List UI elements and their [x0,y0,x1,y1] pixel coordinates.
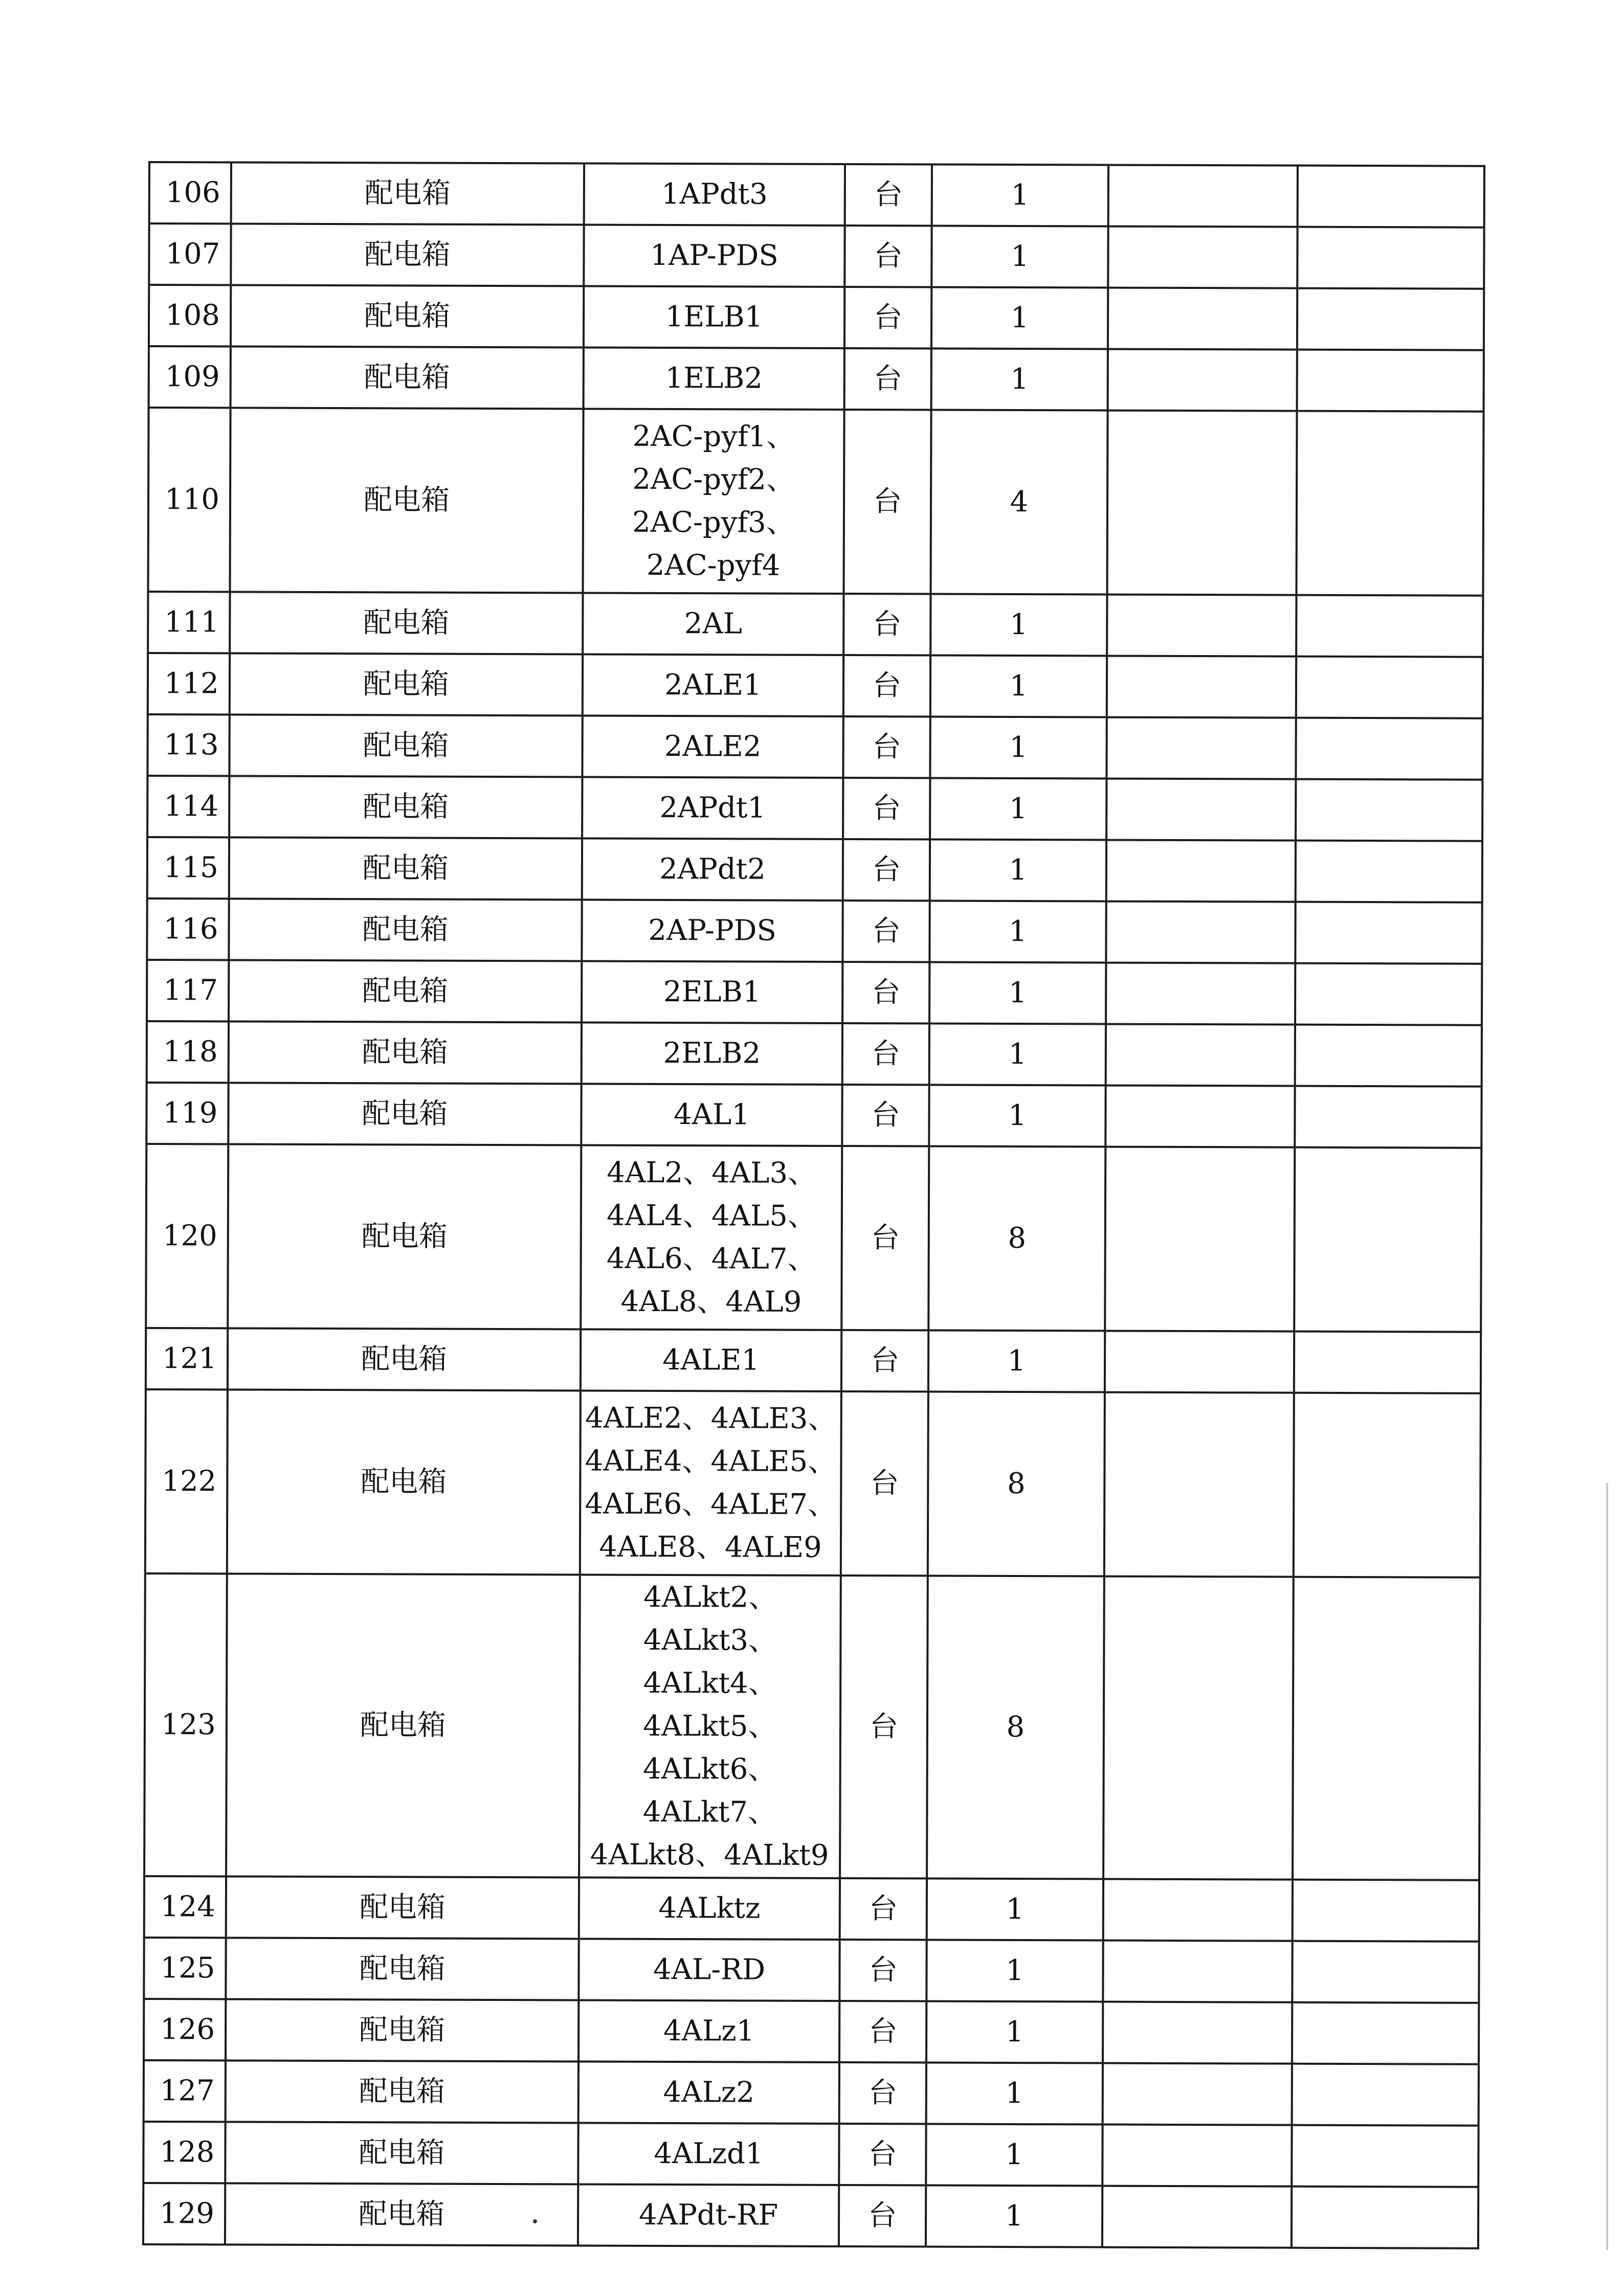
empty-cell-a [1102,2125,1292,2187]
model-line: 4ALkt6、4ALkt7、 [642,1752,777,1829]
empty-cell-a [1103,2063,1292,2125]
model-line: 4ALkt8、4ALkt9 [590,1838,829,1872]
empty-cell-b [1297,227,1484,289]
model-line: 4AL6、4AL7、 [606,1242,816,1276]
model-line: 4ALE8、4ALE9 [599,1530,822,1564]
table-row [146,1144,1481,1332]
row-number: 124 [144,1876,226,1938]
empty-cell-a [1106,963,1295,1025]
row-number: 128 [143,2122,225,2183]
item-unit: 台 [843,778,930,840]
item-name: 配电箱 [226,1999,579,2061]
empty-cell-a [1104,1392,1294,1577]
empty-cell-b [1294,1332,1481,1393]
empty-cell-b [1294,1147,1481,1332]
empty-cell-a [1105,1086,1295,1147]
item-quantity: 1 [927,1879,1103,1941]
row-number: 117 [147,960,229,1021]
table-row [144,2060,1479,2126]
item-name: 配电箱 [226,2060,579,2123]
item-quantity: 1 [929,1085,1105,1147]
model-line: 4ALE6、4ALE7、 [585,1487,837,1522]
empty-cell-a [1108,288,1297,350]
model-line: 2APdt1 [659,791,766,825]
item-unit: 台 [844,226,931,287]
item-unit: 台 [840,1575,928,1879]
table-row [145,1389,1481,1578]
empty-cell-a [1105,1147,1295,1332]
empty-cell-a [1106,779,1296,841]
row-number: 118 [147,1021,229,1083]
model-line: 4ALkt2、4ALkt3、 [643,1580,777,1657]
equipment-table [142,161,1485,2249]
table-row [147,960,1482,1025]
model-line: 2AC-pyf3、 [632,505,795,539]
item-unit: 台 [839,2185,926,2247]
empty-cell-a [1102,2186,1292,2248]
item-name: 配电箱 [231,223,584,286]
item-quantity: 1 [926,2186,1102,2247]
model-line: 2APdt2 [659,852,766,886]
model-line: 2AC-pyf4 [646,548,781,582]
model-line: 4AL1 [673,1098,750,1132]
row-number: 125 [144,1938,226,1999]
item-unit: 台 [845,164,932,226]
empty-cell-b [1292,2187,1478,2248]
table-row [143,2183,1478,2248]
item-quantity: 8 [927,1576,1104,1879]
item-model [582,839,843,901]
item-model [583,593,843,656]
item-name: 配电箱 [225,2183,578,2245]
table-row [143,2122,1478,2187]
table-row [149,162,1484,228]
model-line: 4ALE4、4ALE5、 [585,1444,837,1479]
item-quantity: 8 [928,1146,1105,1331]
row-number: 109 [149,346,231,408]
empty-cell-a [1105,1331,1294,1393]
item-name: 配电箱 [231,285,584,347]
empty-cell-b [1296,779,1482,841]
item-model [584,225,844,287]
item-unit: 台 [841,1146,929,1331]
item-unit: 台 [842,1023,929,1085]
scan-dot [533,2219,537,2223]
model-line: 4ALktz [658,1891,761,1925]
table-row [144,1938,1479,2003]
item-quantity: 1 [930,594,1107,656]
item-unit: 台 [842,901,929,962]
item-model [579,1878,840,1940]
item-quantity: 1 [926,2063,1103,2125]
item-quantity: 1 [926,2001,1103,2063]
model-line: 4ALzd1 [654,2136,764,2171]
row-number: 120 [146,1144,228,1328]
empty-cell-b [1296,841,1482,903]
model-line: 1ELB2 [665,362,763,395]
row-number: 108 [149,285,231,346]
item-name: 配电箱 [229,898,582,961]
empty-cell-b [1292,2064,1479,2126]
model-line: 2AC-pyf1、 [632,419,795,454]
model-line: 4ALE2、4ALE3、 [585,1401,837,1436]
table-row [148,408,1484,596]
item-model [578,2185,839,2247]
row-number: 129 [143,2183,225,2244]
item-model [582,961,842,1024]
empty-cell-b [1298,166,1484,228]
empty-cell-b [1292,1941,1479,2003]
model-line: 4ALE1 [662,1343,760,1377]
empty-cell-a [1103,1577,1294,1880]
empty-cell-a [1103,2002,1292,2064]
row-number: 113 [147,714,229,776]
empty-cell-a [1103,1941,1292,2002]
empty-cell-b [1297,350,1484,412]
row-number: 121 [146,1328,228,1389]
item-quantity: 1 [928,1331,1105,1392]
item-quantity: 1 [931,226,1108,288]
empty-cell-a [1108,349,1297,411]
table-row [147,898,1482,964]
row-number: 126 [144,1999,226,2060]
item-unit: 台 [839,2124,926,2186]
item-unit: 台 [843,410,931,594]
row-number: 123 [144,1573,227,1876]
empty-cell-a [1106,902,1295,963]
row-number: 115 [147,837,229,898]
row-number: 112 [148,653,230,714]
item-model [580,1391,841,1576]
item-name: 配电箱 [226,1876,579,1939]
model-line: 4AL2、4AL3、 [607,1156,817,1190]
empty-cell-a [1106,840,1296,902]
item-quantity: 1 [930,717,1106,779]
item-name: 配电箱 [229,1021,582,1084]
table-body [143,162,1484,2248]
item-unit: 台 [842,1085,929,1146]
empty-cell-a [1106,1024,1295,1086]
table-row [149,285,1484,350]
item-quantity: 1 [930,778,1106,840]
table-row [147,837,1482,903]
model-line: 4AL4、4AL5、 [606,1199,816,1233]
item-name: 配电箱 [229,837,582,899]
model-line: 2ALE2 [664,729,762,763]
item-quantity: 1 [931,349,1108,411]
model-line: 2ELB1 [663,975,761,1009]
item-quantity: 1 [929,901,1106,963]
item-model [582,777,843,840]
item-quantity: 4 [930,410,1107,595]
item-model [583,409,844,594]
table-row [147,1021,1482,1087]
model-line: 2ALE1 [664,668,762,702]
empty-cell-a [1107,656,1296,718]
model-line: 4ALkt4、4ALkt5、 [643,1666,777,1743]
empty-cell-b [1293,1577,1480,1880]
item-model [583,655,843,717]
table-row [147,714,1482,780]
item-model [582,900,842,962]
item-model [584,286,844,349]
item-name: 配电箱 [230,592,583,654]
item-unit: 台 [844,348,931,410]
scan-edge-line [1606,1483,1608,2250]
table-row [148,653,1483,718]
empty-cell-a [1103,1879,1293,1941]
model-line: 2AC-pyf2、 [632,462,795,497]
item-unit: 台 [840,1878,927,1940]
item-model [579,2000,839,2063]
table-row [146,1328,1481,1393]
row-number: 122 [145,1389,228,1573]
item-model [579,2062,839,2124]
item-name: 配电箱 [230,653,583,715]
table-row [148,592,1483,657]
item-unit: 台 [844,287,931,349]
empty-cell-b [1293,1880,1479,1942]
item-model [584,164,845,226]
item-name: 配电箱 [229,960,582,1022]
table-row [146,1083,1481,1148]
item-unit: 台 [843,716,930,778]
model-line: 4AL8、4AL9 [620,1285,802,1319]
table-row [149,223,1484,289]
item-name: 配电箱 [228,1328,581,1390]
item-name: 配电箱 [230,408,584,593]
model-line: 2AL [684,607,743,641]
item-model [582,1023,842,1085]
item-quantity: 1 [929,962,1106,1024]
item-name: 配电箱 [229,776,582,838]
empty-cell-b [1295,902,1482,964]
item-quantity: 1 [930,840,1106,902]
item-unit: 台 [839,1940,926,2001]
table-row [149,346,1484,412]
item-quantity: 1 [931,287,1108,349]
empty-cell-b [1295,963,1482,1025]
item-name: 配电箱 [226,1938,579,2000]
empty-cell-a [1108,227,1297,288]
model-line: 1APdt3 [661,177,768,211]
item-quantity: 1 [929,1024,1106,1086]
model-line: 4AL-RD [653,1952,766,1987]
table-row [147,776,1482,841]
item-model [584,348,844,410]
row-number: 111 [148,592,230,653]
empty-cell-a [1107,595,1296,657]
model-line: 1AP-PDS [650,238,778,273]
row-number: 116 [147,898,229,960]
empty-cell-b [1296,411,1483,596]
item-unit: 台 [842,962,929,1024]
model-line: 4ALz1 [663,2014,755,2048]
item-name: 配电箱 [227,1389,581,1574]
item-model [581,1084,842,1146]
empty-cell-a [1107,411,1297,595]
item-model [581,1330,841,1392]
model-line: 1ELB1 [665,300,763,334]
item-unit: 台 [843,655,930,717]
item-unit: 台 [841,1330,928,1392]
item-model [579,1575,841,1879]
item-unit: 台 [841,1391,928,1576]
row-number: 110 [148,408,231,592]
row-number: 114 [147,776,229,837]
empty-cell-a [1106,717,1296,779]
empty-cell-b [1295,1025,1482,1087]
item-name: 配电箱 [229,714,582,777]
item-model [582,716,843,778]
item-unit: 台 [839,2001,926,2063]
empty-cell-b [1295,1086,1481,1148]
model-line: 2AP-PDS [648,913,776,948]
item-name: 配电箱 [231,346,584,409]
empty-cell-b [1296,595,1483,657]
row-number: 119 [146,1083,228,1144]
item-quantity: 8 [928,1392,1105,1577]
model-line: 2ELB2 [663,1036,761,1070]
item-quantity: 1 [930,656,1107,717]
item-unit: 台 [839,2062,926,2124]
item-quantity: 1 [932,165,1108,227]
row-number: 106 [149,162,231,223]
row-number: 127 [144,2060,226,2122]
item-name: 配电箱 [231,162,584,224]
item-quantity: 1 [926,2124,1102,2186]
empty-cell-b [1296,718,1482,780]
item-model [579,1939,839,2001]
item-model [578,2123,839,2186]
model-line: 4ALz2 [663,2076,755,2109]
empty-cell-b [1294,1393,1481,1578]
item-model [581,1145,842,1331]
table-row [144,1573,1480,1880]
empty-cell-b [1292,2002,1479,2064]
item-unit: 台 [843,839,930,901]
item-name: 配电箱 [228,1083,581,1145]
table-row [144,1999,1479,2064]
empty-cell-b [1292,2125,1478,2187]
table-row [144,1876,1479,1942]
item-name: 配电箱 [226,1573,580,1877]
item-quantity: 1 [926,1940,1103,2002]
item-name: 配电箱 [225,2122,578,2184]
row-number: 107 [149,223,231,285]
empty-cell-a [1108,165,1298,227]
empty-cell-b [1297,288,1484,350]
model-line: 4APdt-RF [638,2198,778,2232]
item-name: 配电箱 [228,1144,581,1329]
item-unit: 台 [843,594,930,656]
empty-cell-b [1296,657,1483,718]
